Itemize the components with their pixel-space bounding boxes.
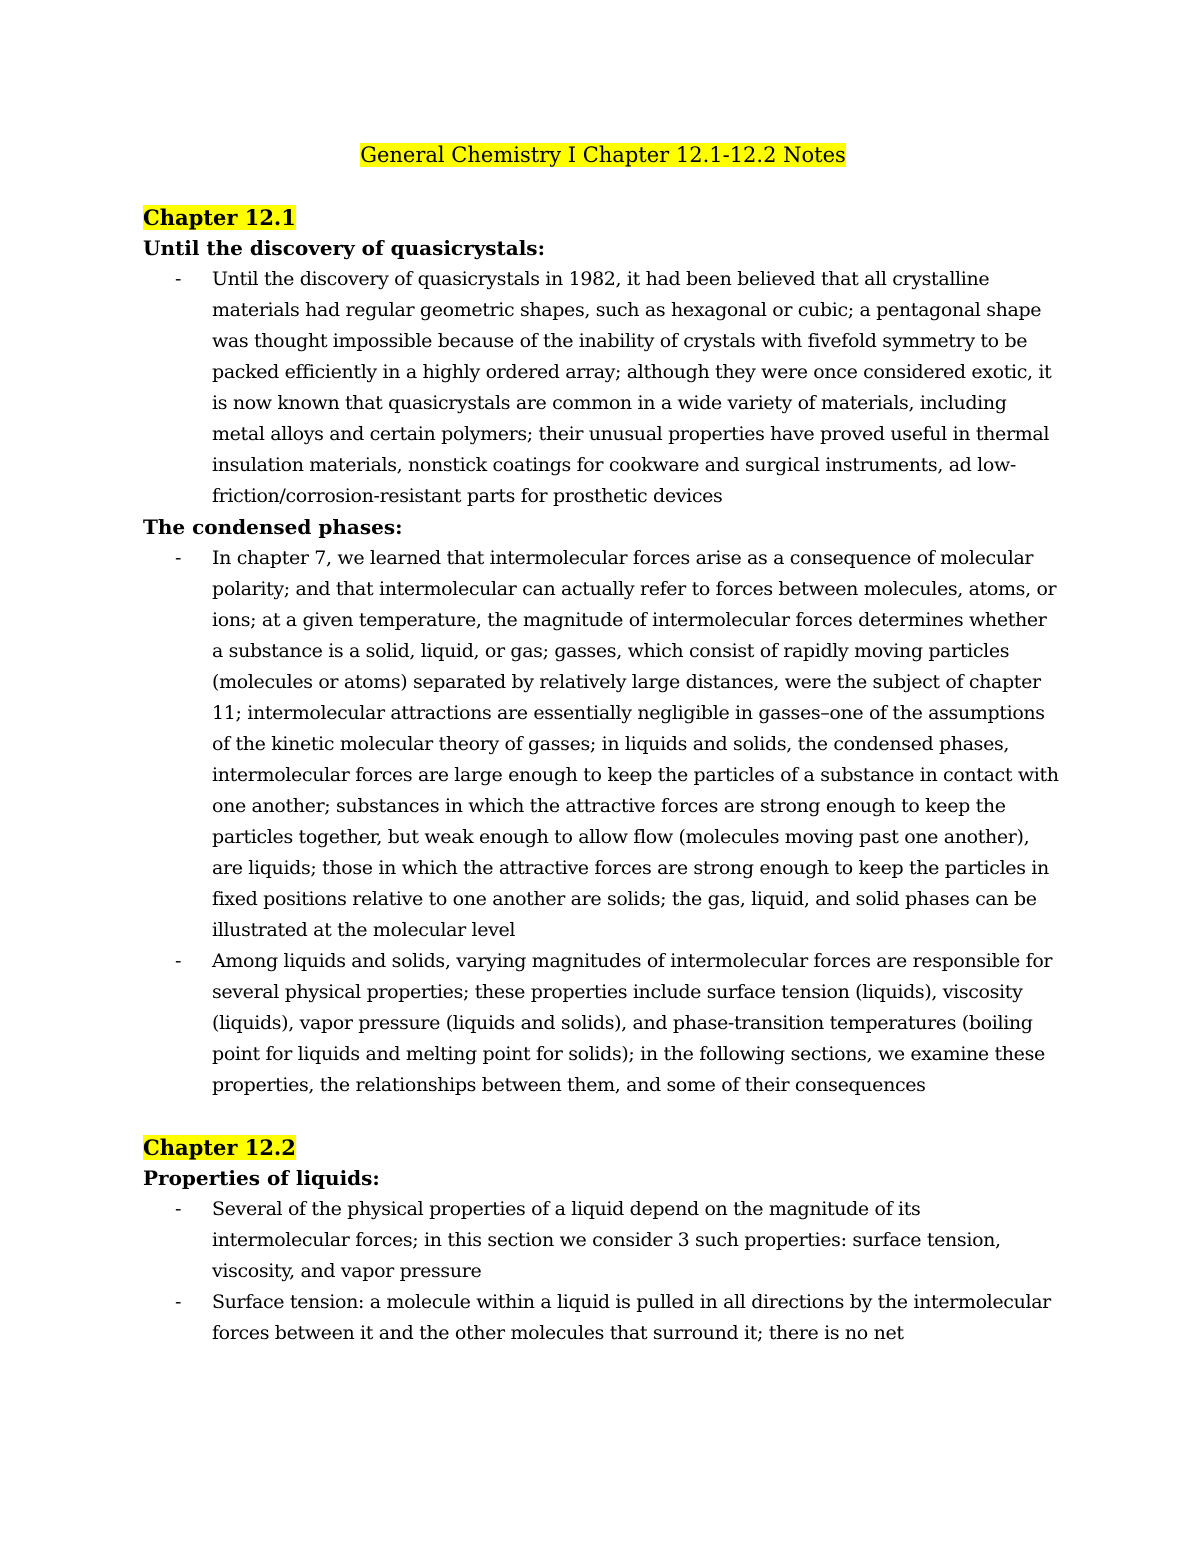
section-heading-condensed-phases: The condensed phases:: [143, 515, 403, 539]
bullet-list-properties-of-liquids: [143, 1194, 1063, 1349]
document-title: [143, 140, 1063, 171]
chapter-12-2-heading: [143, 1132, 1063, 1163]
chapter-12-1-heading: [143, 202, 1063, 233]
bullet-dash: -: [175, 1198, 182, 1220]
document-title-text: General Chemistry I Chapter 12.1-12.2 Notes: [360, 143, 846, 167]
bullet-dash: -: [175, 950, 182, 972]
bullet-list-quasicrystals: [143, 264, 1063, 512]
chapter-12-1-heading-text: Chapter 12.1: [143, 205, 296, 230]
list-item: [143, 543, 1063, 946]
list-item: [143, 946, 1063, 1101]
bullet-text: Until the discovery of quasicrystals in 1982, it had been believed that all crystalline materials had regular geometric shapes, such as hexagonal or cubic; a pentagonal shape was thought impossible because of the inability of crystals with fivefold symmetry to be packed efficiently in a highly ordered array; although they were once considered exotic, it is now known that quasicrystals are common in a wide variety of materials, including metal alloys and certain polymers; their unusual properties have proved useful in thermal insulation materials, nonstick coatings for cookware and surgical instruments, ad low-friction/corrosion-resistant parts for prosthetic devices: [212, 268, 1052, 507]
bullet-text: Among liquids and solids, varying magnitudes of intermolecular forces are responsible for several physical properties; these properties include surface tension (liquids), viscosity (liquids), vapor pressure (liquids and solids), and phase-transition temperatures (boiling point for liquids and melting point for solids); in the following sections, we examine these properties, the relationships between them, and some of their consequences: [212, 950, 1053, 1096]
document-page: [143, 140, 1063, 1349]
bullet-dash: -: [175, 547, 182, 569]
bullet-dash: -: [175, 1291, 182, 1313]
list-item: [143, 1287, 1063, 1349]
bullet-list-condensed-phases: [143, 543, 1063, 1101]
list-item: [143, 264, 1063, 512]
bullet-text: In chapter 7, we learned that intermolecular forces arise as a consequence of molecular polarity; and that intermolecular can actually refer to forces between molecules, atoms, or ions; at a given temperature, the magnitude of intermolecular forces determines whether a substance is a solid, liquid, or gas; gasses, which consist of rapidly moving particles (molecules or atoms) separated by relatively large distances, were the subject of chapter 11; intermolecular attractions are essentially negligible in gasses–one of the assumptions of the kinetic molecular theory of gasses; in liquids and solids, the condensed phases, intermolecular forces are large enough to keep the particles of a substance in contact with one another; substances in which the attractive forces are strong enough to keep the particles together, but weak enough to allow flow (molecules moving past one another), are liquids; those in which the attractive forces are strong enough to keep the particles in fixed positions relative to one another are solids; the gas, liquid, and solid phases can be illustrated at the molecular level: [212, 547, 1059, 941]
section-heading-quasicrystals: Until the discovery of quasicrystals:: [143, 236, 545, 260]
bullet-text: Several of the physical properties of a liquid depend on the magnitude of its intermolecular forces; in this section we consider 3 such properties: surface tension, viscosity, and vapor pressure: [212, 1198, 1001, 1282]
section-heading-properties-of-liquids: Properties of liquids:: [143, 1166, 380, 1190]
list-item: [143, 1194, 1063, 1287]
chapter-12-2-heading-text: Chapter 12.2: [143, 1135, 296, 1160]
bullet-dash: -: [175, 268, 182, 290]
bullet-text: Surface tension: a molecule within a liquid is pulled in all directions by the intermolecular forces between it and the other molecules that surround it; there is no net: [212, 1291, 1051, 1344]
